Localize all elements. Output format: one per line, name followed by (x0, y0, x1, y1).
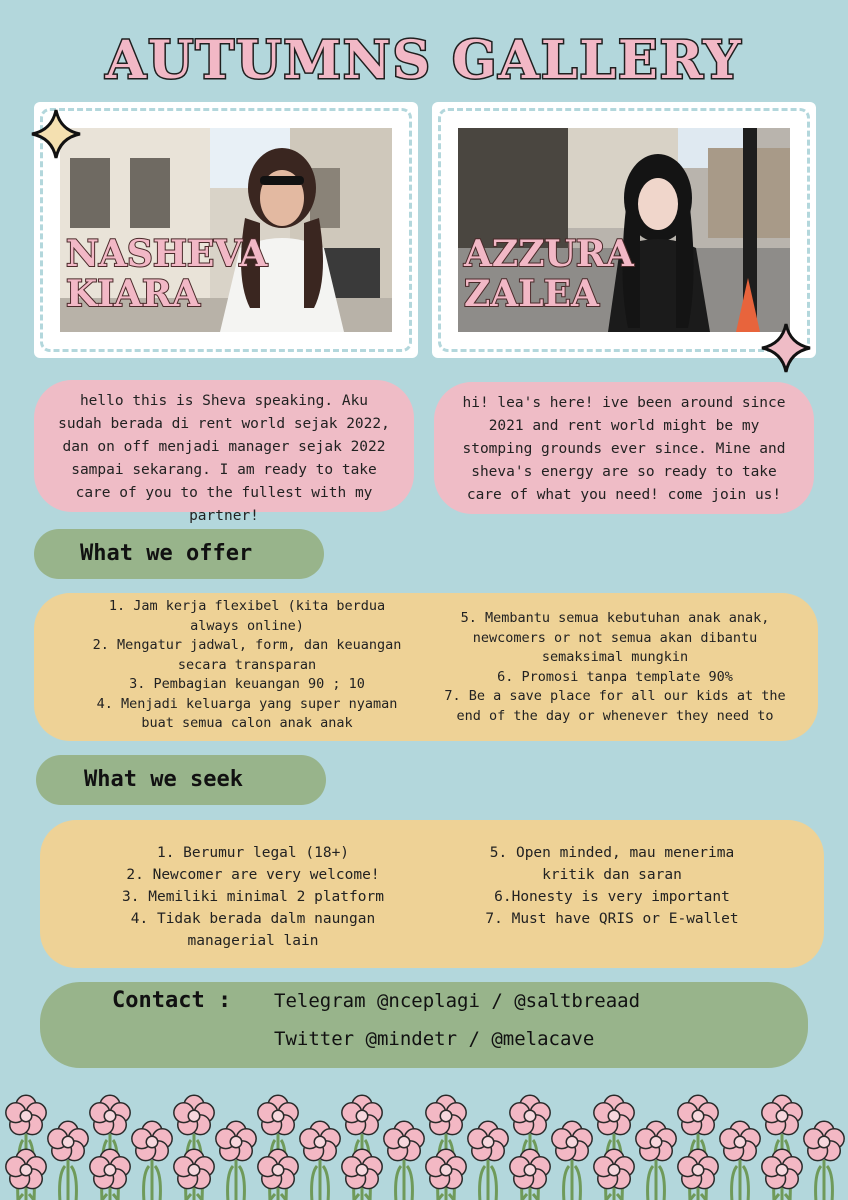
list-item: 3. Pembagian keuangan 90 ; 10 (129, 676, 365, 692)
list-item: end of the day or whenever they need to (456, 707, 774, 724)
list-item: 1. Berumur legal (18+) (156, 845, 350, 861)
flower-icon (804, 1121, 844, 1200)
sparkle-icon (30, 108, 82, 160)
flower-icon (384, 1121, 424, 1200)
flower-icon (6, 1149, 46, 1200)
profile-name-1-line1: NASHEVA (66, 233, 268, 275)
profile-name-2-line1: AZZURA (464, 233, 634, 275)
list-item: 7. Be a save place for all our kids at the (444, 688, 786, 704)
list-item: always online) (190, 617, 304, 634)
flower-icon (300, 1121, 340, 1200)
profile-frame-1 (34, 102, 418, 358)
contact-panel (40, 982, 808, 1068)
profile-frame-2 (432, 102, 816, 358)
profile-bio-2: hi! lea's here! ive been around since 2021 and rent world might be my stomping grounds ever since. Mine and sheva's energy are so ready to take care of what you need! come join us! (434, 382, 814, 514)
contact-label: Contact : (112, 988, 232, 1013)
list-item: buat semua calon anak anak (141, 715, 353, 731)
list-item: 4. Menjadi keluarga yang super nyaman (96, 695, 398, 712)
list-item: 5. Open minded, mau menerima (489, 845, 735, 861)
list-item: 3. Memiliki minimal 2 platform (122, 889, 384, 905)
offer-heading: What we offer (34, 529, 324, 579)
flower-icon (762, 1149, 802, 1200)
flower-icon (48, 1121, 88, 1200)
contact-telegram: Telegram @nceplagi / @saltbreaad (274, 990, 641, 1012)
list-item: secara transparan (177, 656, 317, 673)
list-item: 5. Membantu semua kebutuhan anak anak, (460, 610, 770, 626)
seek-panel (40, 820, 824, 968)
flower-icon (468, 1121, 508, 1200)
seek-list-right (422, 842, 802, 930)
flower-icon (510, 1149, 550, 1200)
list-item: 1. Jam kerja flexibel (kita berdua (108, 598, 386, 614)
flower-icon (552, 1121, 592, 1200)
flower-border (0, 1090, 848, 1200)
list-item: 7. Must have QRIS or E-wallet (485, 911, 739, 927)
sparkle-icon (760, 322, 812, 374)
offer-panel (34, 593, 818, 741)
list-item: 6.Honesty is very important (494, 889, 730, 905)
profile-bio-1: hello this is Sheva speaking. Aku sudah berada di rent world sejak 2022, dan on off menjadi manager sejak 2022 sampai sekarang. I am ready to take care of you to the fullest with my partner! (34, 380, 414, 512)
flower-icon (90, 1149, 130, 1200)
list-item: 2. Newcomer are very welcome! (126, 867, 380, 883)
list-item: semaksimal mungkin (541, 649, 689, 665)
flower-icon (426, 1149, 466, 1200)
flower-icon (132, 1121, 172, 1200)
flower-icon (216, 1121, 256, 1200)
flower-icon (720, 1121, 760, 1200)
list-item: 6. Promosi tanpa template 90% (497, 668, 733, 685)
flower-icon (594, 1149, 634, 1200)
list-item: kritik dan saran (542, 867, 682, 883)
list-item: newcomers or not semua akan dibantu (472, 629, 758, 646)
profile-name-1-line2: KIARA (66, 273, 200, 315)
flower-icon (258, 1149, 298, 1200)
flower-icon (678, 1149, 718, 1200)
flower-icon (342, 1149, 382, 1200)
seek-list-left (58, 842, 448, 952)
list-item: 2. Mengatur jadwal, form, dan keuangan (92, 637, 402, 653)
offer-list-left (52, 597, 442, 734)
profile-name-1 (66, 234, 267, 314)
seek-heading: What we seek (36, 755, 326, 805)
list-item: managerial lain (187, 933, 319, 949)
profile-name-2 (464, 234, 634, 314)
contact-twitter: Twitter @mindetr / @melacave (274, 1028, 595, 1050)
flower-icon (636, 1121, 676, 1200)
profile-name-2-line2: ZALEA (464, 273, 599, 315)
offer-list-right (420, 609, 810, 726)
page-title: AUTUMNS GALLERY (105, 30, 743, 91)
flower-icon (174, 1149, 214, 1200)
list-item: 4. Tidak berada dalm naungan (130, 911, 376, 927)
